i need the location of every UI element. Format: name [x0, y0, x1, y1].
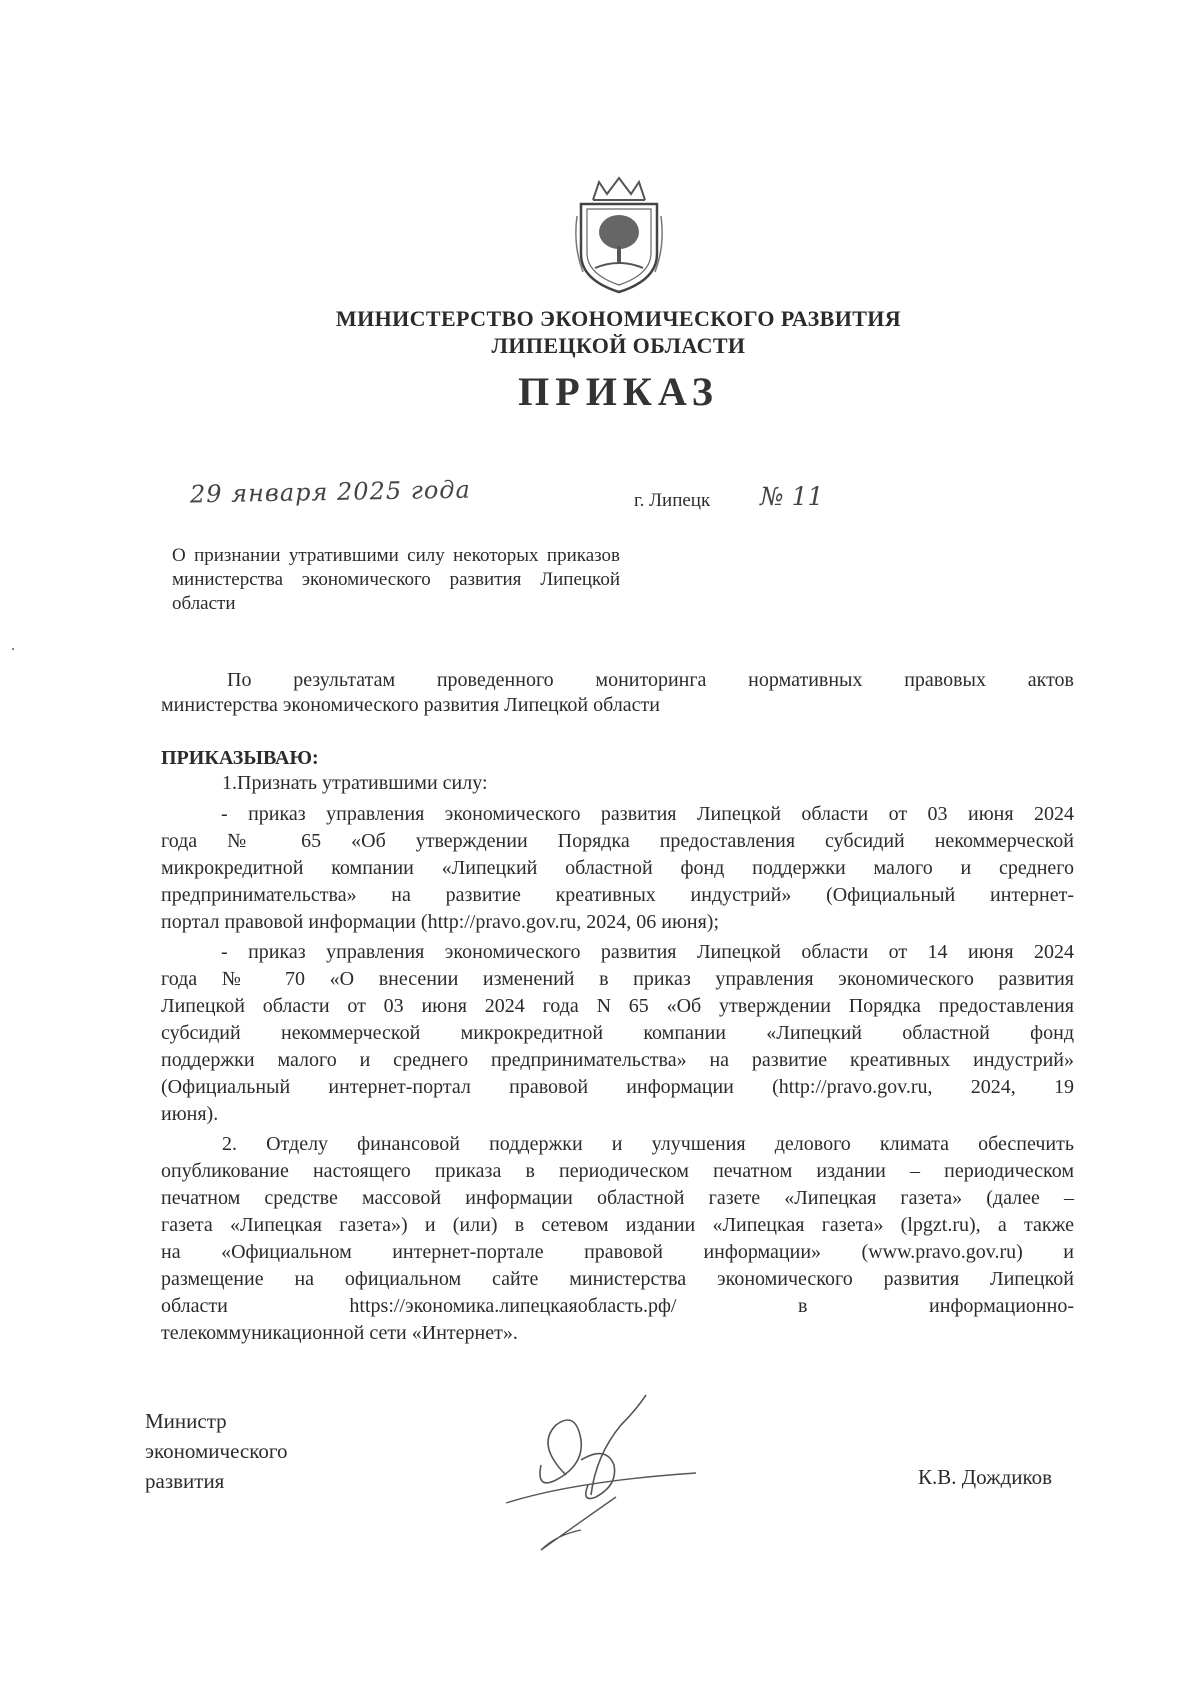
- document-type-title: ПРИКАЗ: [518, 369, 719, 414]
- item2-line: области https://экономика.липецкаяобласть.рф/ в информационно-: [161, 1295, 1074, 1317]
- item1-sub2-line: июня).: [161, 1103, 219, 1125]
- item1-sub2-line: - приказ управления экономического развития Липецкой области от 14 июня 2024: [221, 941, 1074, 963]
- order-subject: О признании утратившими силу некоторых приказов министерства экономического развития Липецкой области: [172, 545, 620, 614]
- item1-heading: 1.Признать утратившими силу:: [222, 772, 488, 794]
- item2-line: телекоммуникационной сети «Интернет».: [161, 1322, 518, 1344]
- handwritten-signature: [496, 1385, 706, 1555]
- signatory-position-line: Министр: [145, 1409, 227, 1433]
- item2-line: размещение на официальном сайте министерства экономического развития Липецкой: [161, 1268, 1074, 1290]
- item2-line: опубликование настоящего приказа в периодическом печатном издании – периодическом: [161, 1160, 1074, 1182]
- item2-line: печатном средстве массовой информации областной газете «Липецкая газета» (далее –: [161, 1187, 1074, 1209]
- order-directive-word: ПРИКАЗЫВАЮ:: [161, 747, 319, 769]
- item1-sub2-line: (Официальный интернет-портал правовой информации (http://pravo.gov.ru, 2024, 19: [161, 1076, 1074, 1098]
- preamble-line: министерства экономического развития Липецкой области: [161, 694, 660, 716]
- scan-speck: [12, 648, 14, 650]
- coat-of-arms-emblem: [573, 176, 665, 294]
- ministry-name-line1: МИНИСТЕРСТВО ЭКОНОМИЧЕСКОГО РАЗВИТИЯ: [335, 306, 902, 331]
- item1-sub1-line: года № 65 «Об утверждении Порядка предоставления субсидий некоммерческой: [161, 830, 1074, 852]
- item1-sub2-line: субсидий некоммерческой микрокредитной компании «Липецкий областной фонд: [161, 1022, 1074, 1044]
- item1-sub2-line: поддержки малого и среднего предпринимательства» на развитие креативных индустрий»: [161, 1049, 1074, 1071]
- signatory-position-line: развития: [145, 1469, 225, 1493]
- item1-sub2-line: года № 70 «О внесении изменений в приказ управления экономического развития: [161, 968, 1074, 990]
- signatory-name: К.В. Дождиков: [918, 1465, 1053, 1489]
- ministry-name-line2: ЛИПЕЦКОЙ ОБЛАСТИ: [491, 333, 746, 358]
- handwritten-date: 29 января 2025 года: [189, 475, 472, 509]
- signatory-position: [145, 1406, 287, 1496]
- item1-sub1-line: микрокредитной компании «Липецкий областной фонд поддержки малого и среднего: [161, 857, 1074, 879]
- item2-line: 2. Отделу финансовой поддержки и улучшения делового климата обеспечить: [222, 1133, 1074, 1155]
- item1-sub1-line: предпринимательства» на развитие креативных индустрий» (Официальный интернет-: [161, 884, 1074, 906]
- city-label: г. Липецк: [634, 490, 711, 511]
- item1-sub1-line: портал правовой информации (http://pravo.gov.ru, 2024, 06 июня);: [161, 911, 720, 933]
- item1-sub1-line: - приказ управления экономического развития Липецкой области от 03 июня 2024: [221, 803, 1074, 825]
- handwritten-order-number: № 11: [760, 482, 824, 511]
- preamble-line: По результатам проведенного мониторинга нормативных правовых актов: [227, 669, 1074, 691]
- signatory-position-line: экономического: [145, 1439, 288, 1463]
- item2-line: газета «Липецкая газета») и (или) в сетевом издании «Липецкая газета» (lpgzt.ru), а также: [161, 1214, 1074, 1236]
- item1-sub2-line: Липецкой области от 03 июня 2024 года N 65 «Об утверждении Порядка предоставления: [161, 995, 1074, 1017]
- item2-line: на «Официальном интернет-портале правовой информации» (www.pravo.gov.ru) и: [161, 1241, 1074, 1263]
